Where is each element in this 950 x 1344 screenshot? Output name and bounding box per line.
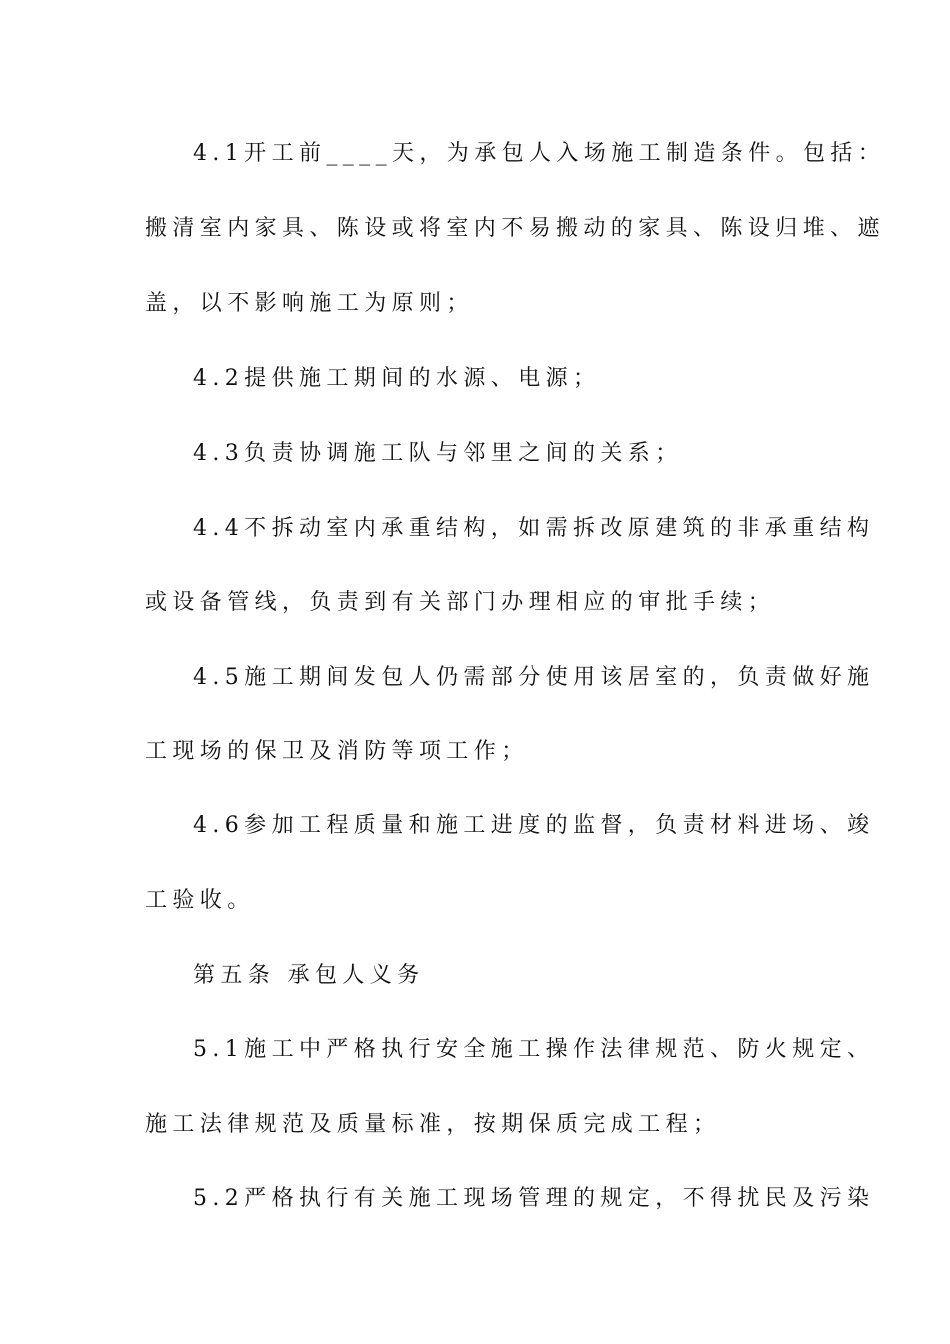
clause-4-4-line-2: 或设备管线，负责到有关部门办理相应的审批手续； <box>145 590 776 615</box>
clause-4-1-line-3: 盖，以不影响施工为原则； <box>145 291 474 316</box>
article-5-heading: 第五条 承包人义务 <box>193 963 425 988</box>
clause-4-5-line-2: 工现场的保卫及消防等项工作； <box>145 739 529 764</box>
clause-5-2-line-1: 5.2严格执行有关施工现场管理的规定，不得扰民及污染 <box>193 1186 875 1211</box>
clause-4-6-line-2: 工验收。 <box>145 888 255 913</box>
clause-4-3-line-1: 4.3负责协调施工队与邻里之间的关系； <box>193 441 683 466</box>
clause-5-1-line-2: 施工法律规范及质量标准，按期保质完成工程； <box>145 1112 721 1137</box>
clause-4-1-line-2: 搬清室内家具、陈设或将室内不易搬动的家具、陈设归堆、遮 <box>145 216 885 241</box>
clause-4-6-line-1: 4.6参加工程质量和施工进度的监督，负责材料进场、竣 <box>193 813 875 838</box>
clause-4-4-line-1: 4.4不拆动室内承重结构，如需拆改原建筑的非承重结构 <box>193 516 875 541</box>
clause-4-2-line-1: 4.2提供施工期间的水源、电源； <box>193 366 601 391</box>
clause-4-1-line-1: 4.1开工前____天，为承包人入场施工制造条件。包括： <box>193 141 886 166</box>
clause-5-1-line-1: 5.1施工中严格执行安全施工操作法律规范、防火规定、 <box>193 1037 875 1062</box>
clause-4-5-line-1: 4.5施工期间发包人仍需部分使用该居室的，负责做好施 <box>193 665 875 690</box>
